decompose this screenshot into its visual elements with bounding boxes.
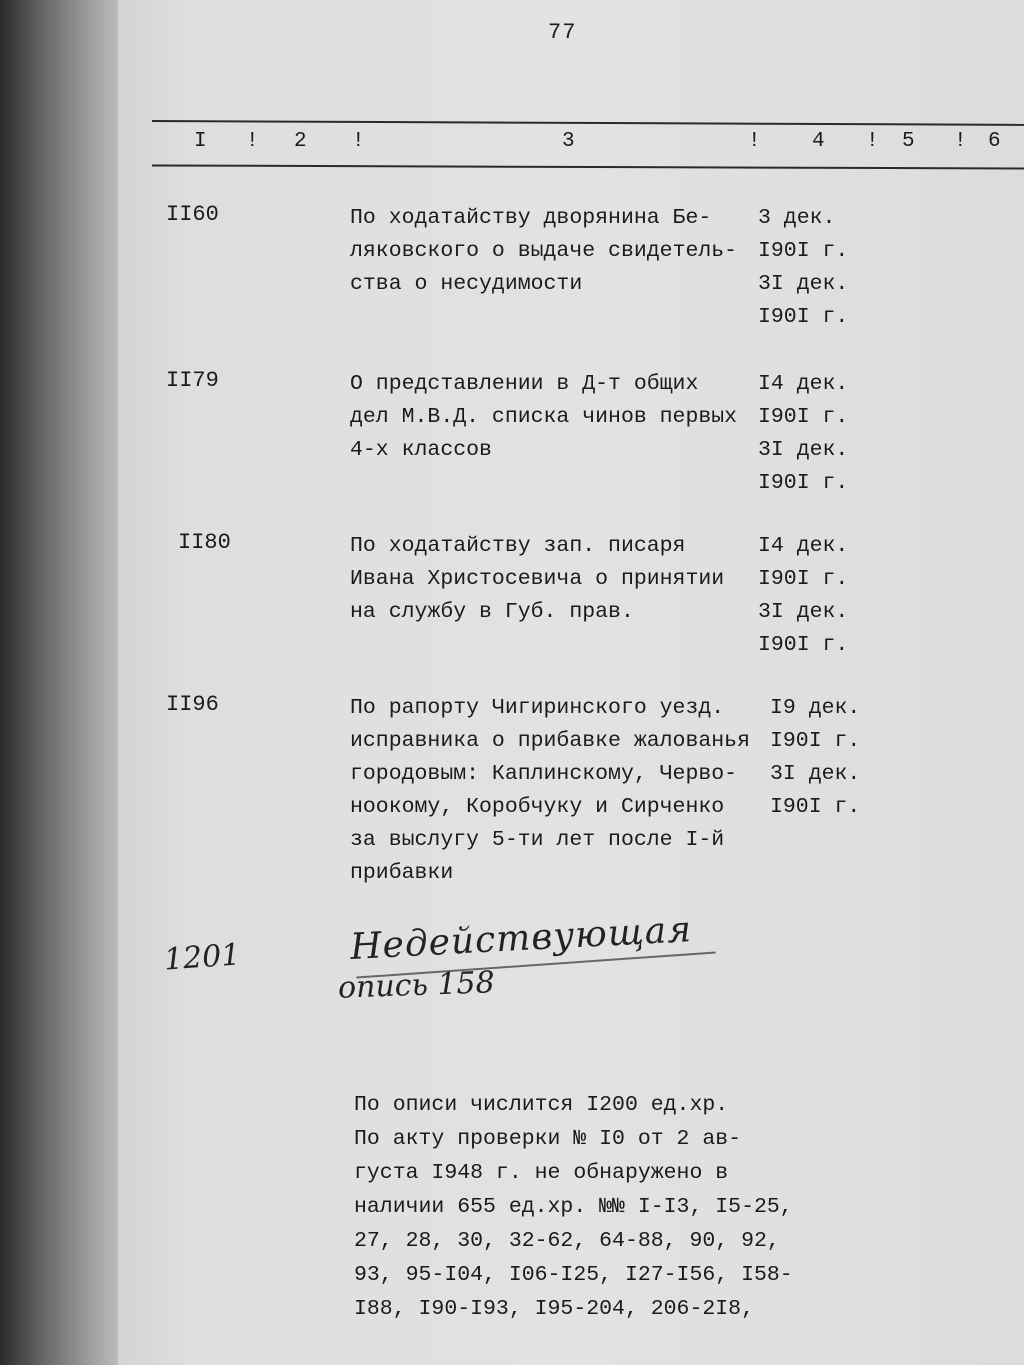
summary-line: 27, 28, 30, 32-62, 64-88, 90, 92,: [354, 1229, 780, 1253]
end-date-day: 3I дек.: [770, 762, 861, 786]
end-date-day: 3I дек.: [758, 438, 849, 462]
column-separator: !: [352, 130, 365, 153]
entry-dates: [758, 202, 848, 334]
description-line: 4-х классов: [350, 438, 492, 462]
description-line: О представлении в Д-т общих: [350, 372, 699, 396]
start-date-day: I4 дек.: [758, 372, 849, 396]
column-separator: !: [954, 130, 967, 153]
description-line: По ходатайству дворянина Бе-: [350, 206, 712, 230]
end-date-year: I90I г.: [758, 471, 849, 495]
description-line: По ходатайству зап. писаря: [350, 534, 686, 558]
entry-number: II79: [166, 368, 219, 393]
entry-description: [350, 202, 750, 301]
entry-dates: [770, 692, 860, 824]
description-line: Ивана Христосевича о принятии: [350, 567, 725, 591]
start-date-year: I90I г.: [758, 405, 849, 429]
description-line: городовым: Каплинскому, Черво-: [350, 762, 738, 786]
entry-number: II96: [166, 692, 219, 717]
entry-description: [350, 368, 750, 467]
summary-line: По акту проверки № I0 от 2 ав-: [354, 1127, 742, 1151]
column-header-4: 4: [812, 130, 825, 153]
column-header-6: 6: [988, 130, 1001, 153]
start-date-day: I9 дек.: [770, 696, 861, 720]
column-header-5: 5: [902, 130, 915, 153]
start-date-year: I90I г.: [758, 567, 849, 591]
summary-line: густа I948 г. не обнаружено в: [354, 1161, 729, 1185]
entry-number: II60: [166, 202, 219, 227]
entry-dates: [758, 530, 848, 662]
description-line: ства о несудимости: [350, 272, 583, 296]
start-date-year: I90I г.: [758, 239, 849, 263]
handwritten-entry-number: 1201: [162, 937, 242, 978]
column-separator: !: [866, 130, 879, 153]
header-top-rule: [152, 120, 1024, 126]
end-date-year: I90I г.: [758, 305, 849, 329]
column-separator: !: [748, 130, 761, 153]
inventory-summary: [354, 1088, 793, 1326]
end-date-day: 3I дек.: [758, 600, 849, 624]
start-date-day: I4 дек.: [758, 534, 849, 558]
description-line: исправника о прибавке жалованья: [350, 729, 750, 753]
description-line: дел М.В.Д. списка чинов первых: [350, 405, 738, 429]
description-line: ноокому, Коробчуку и Сирченко: [350, 795, 725, 819]
summary-line: наличии 655 ед.хр. №№ I-I3, I5-25,: [354, 1195, 793, 1219]
description-line: прибавки: [350, 861, 454, 885]
summary-line: 93, 95-I04, I06-I25, I27-I56, I58-: [354, 1263, 793, 1287]
handwritten-note-line-1: Недействующая: [349, 909, 694, 968]
end-date-year: I90I г.: [770, 795, 861, 819]
description-line: ляковского о выдаче свидетель-: [350, 239, 738, 263]
entry-description: [350, 530, 750, 629]
column-header-1: I: [194, 130, 207, 153]
column-separator: !: [246, 130, 259, 153]
book-binding-shadow: [0, 0, 118, 1365]
entry-dates: [758, 368, 848, 500]
description-line: на службу в Губ. прав.: [350, 600, 634, 624]
document-page: [118, 0, 1024, 1365]
column-header-3: 3: [562, 130, 575, 153]
entry-description: [350, 692, 790, 890]
description-line: за выслугу 5-ти лет после I-й: [350, 828, 725, 852]
summary-line: I88, I90-I93, I95-204, 206-2I8,: [354, 1297, 754, 1321]
start-date-day: 3 дек.: [758, 206, 836, 230]
description-line: По рапорту Чигиринского уезд.: [350, 696, 725, 720]
header-bottom-rule: [152, 164, 1024, 169]
summary-line: По описи числится I200 ед.хр.: [354, 1093, 729, 1117]
end-date-year: I90I г.: [758, 633, 849, 657]
column-header-2: 2: [294, 130, 307, 153]
end-date-day: 3I дек.: [758, 272, 849, 296]
handwritten-note-line-2: опись 158: [337, 965, 496, 1006]
start-date-year: I90I г.: [770, 729, 861, 753]
page-number: 77: [548, 20, 577, 45]
entry-number: II80: [178, 530, 231, 555]
